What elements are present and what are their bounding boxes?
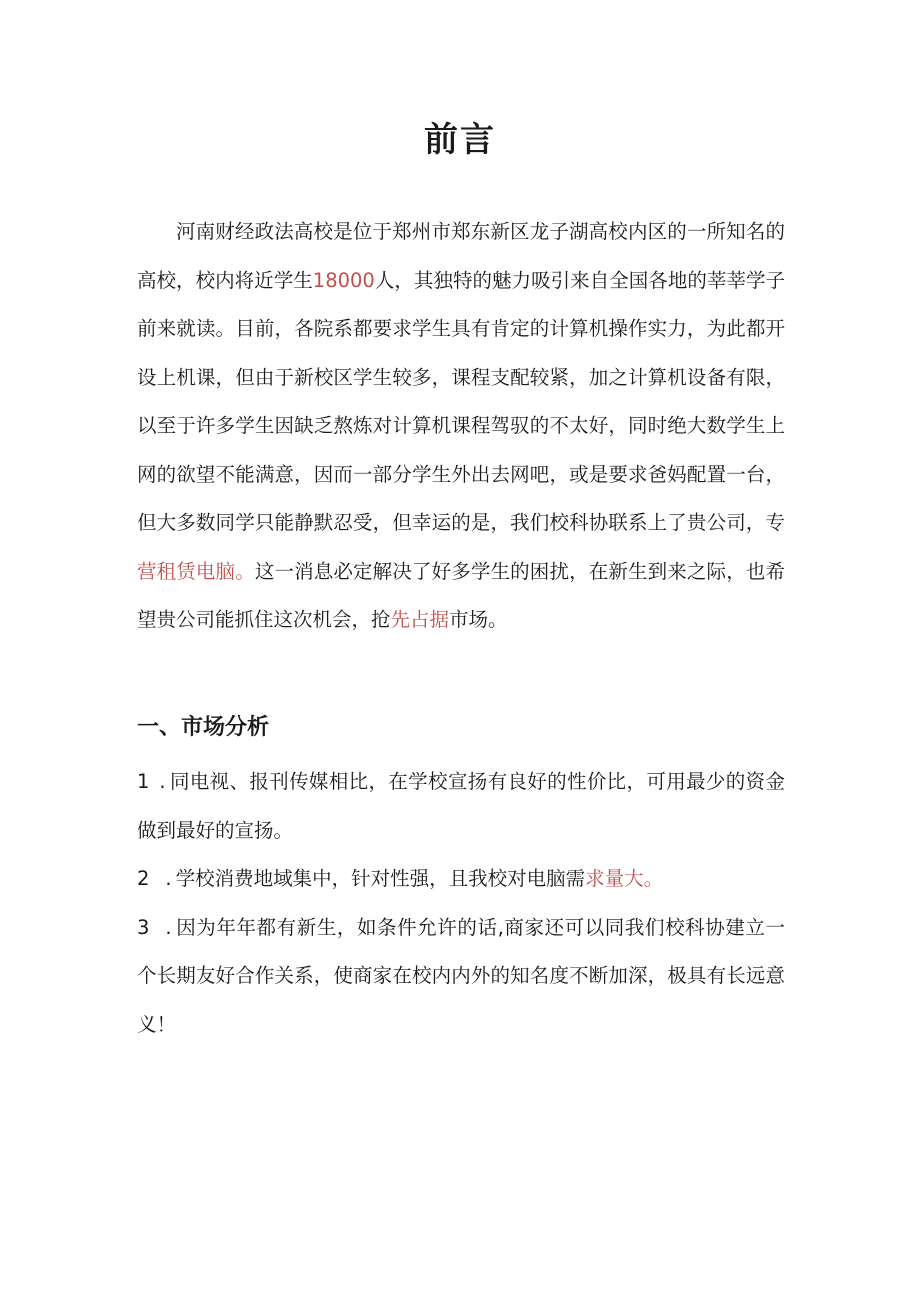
list-item-number: 2 [137,867,150,890]
section-heading-market-analysis: 一、市场分析 [137,715,270,740]
list-item-number: 1 [137,770,150,793]
list-item [137,855,785,904]
intro-text-part1: 河南财经政法高校是位于郑州市郑东新区龙子湖高校内区的一所知名的高校，校内将近学生 [137,220,785,292]
intro-text-part2: 人，其独特的魅力吸引来自全国各地的莘莘学子前来就读。目前，各院系都要求学生具有肯定的计算机操作实力，为此都开设上机课，但由于新校区学生较多，课程支配较紧，加之计算机设备有限，以至于许多学生因缺乏熬炼对计算机课程驾驭的不太好，同时绝大数学生上网的欲望不能满意，因而一部分学生外出去网吧，或是要求爸妈配置一台，但大多数同学只能静默忍受，但幸运的是，我们校科协联系上了贵公司，专 [137,268,785,534]
list-item-dot: . [159,770,166,793]
page-title: 前言 [424,120,496,160]
intro-text-part4: 市场。 [449,608,508,631]
student-count: 18000 [312,268,375,292]
rental-highlight: 营租赁电脑。 [137,559,255,583]
intro-paragraph [137,208,785,645]
list-item [137,904,785,1050]
market-analysis-list [137,758,785,1049]
list-item-dot: . [165,915,172,939]
list-item-text: 同电视、报刊传媒相比，在学校宣扬有良好的性价比，可用最少的资金做到最好的宣扬。 [137,770,785,842]
seize-highlight: 先占据 [390,608,450,631]
list-item-number: 3 [137,915,150,939]
list-item-text: 学校消费地域集中，针对性强，且我校对电脑需 [175,867,586,890]
demand-highlight: 求量大。 [585,867,664,890]
list-item-dot: . [165,867,172,890]
list-item [137,758,785,855]
list-item-text: 因为年年都有新生，如条件允许的话,商家还可以同我们校科协建立一个长期友好合作关系，使商家在校内内外的知名度不断加深，极具有长远意义！ [137,915,785,1036]
intro-text-part3: 这一消息必定解决了好多学生的困扰，在新生到来之际，也希望贵公司能抓住这次机会，抢 [137,559,785,631]
